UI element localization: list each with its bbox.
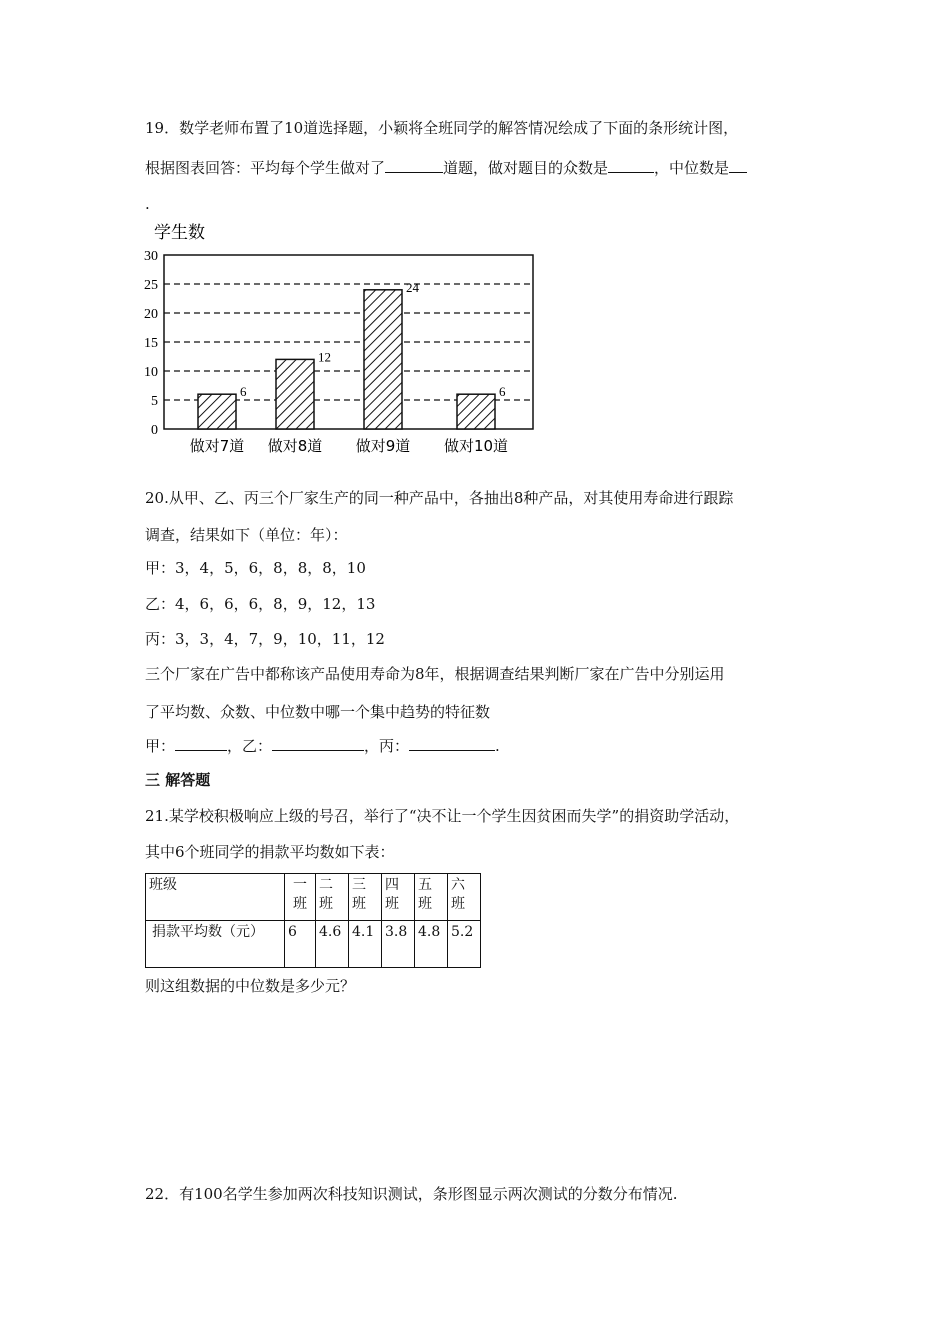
q19-blank-mode[interactable] [608,158,654,173]
bar-chart [140,218,550,463]
table-cell: 4.6 [316,921,349,968]
q20-blank-yi[interactable] [272,736,364,751]
table-header-row [146,874,481,921]
table-cell: 4.8 [415,921,448,968]
donation-table [145,873,481,968]
x-tick-label: 做对7道 [189,437,245,455]
table-cell: 三班 [349,874,382,921]
q21-line1: 21.某学校积极响应上级的号召，举行了“决不让一个学生因贫困而失学”的捐资助学活动， [145,807,740,825]
q20-blank-bing[interactable] [409,736,495,751]
q20-line2: 调查，结果如下（单位：年）： [145,526,348,544]
data-label: 12 [318,349,331,365]
data-label: 24 [406,279,419,295]
y-tick-label: 5 [151,394,158,409]
q20-ans-label-bing: ，丙： [364,737,410,755]
data-label: 6 [499,384,506,400]
table-cell: 6 [285,921,316,968]
q20-blank-jia[interactable] [175,736,227,751]
q19-blank-average[interactable] [385,158,443,173]
q19-blank-median[interactable] [729,158,747,173]
table-cell: 3.8 [382,921,415,968]
table-row [146,921,481,968]
q20-ans-label-jia: 甲： [145,737,176,755]
table-cell: 5.2 [448,921,481,968]
q19-text-a: 根据图表回答：平均每个学生做对了 [145,159,386,177]
q22-line1: 22．有100名学生参加两次科技知识测试，条形图显示两次测试的分数分布情况. [145,1185,678,1203]
q20-line6: 三个厂家在广告中都称该产品使用寿命为8年，根据调查结果判断厂家在广告中分别运用 [145,665,725,683]
q20-line1: 20.从甲、乙、丙三个厂家生产的同一种产品中，各抽出8种产品，对其使用寿命进行跟踪 [145,489,734,507]
table-cell: 五班 [415,874,448,921]
y-tick-label: 20 [144,307,158,322]
q20-line7: 了平均数、众数、中位数中哪一个集中趋势的特征数 [145,703,491,721]
y-tick-label: 15 [144,336,158,351]
data-label: 6 [240,384,247,400]
q20-ans-label-yi: ，乙： [227,737,273,755]
x-tick-label: 做对10道 [443,437,509,455]
q19-line3: . [145,195,150,213]
y-tick-label: 30 [144,249,158,264]
q20-data-yi: 乙：4，6，6，6，8，9，12，13 [145,595,376,613]
q20-ans-end: . [495,737,500,755]
q20-data-jia: 甲：3，4，5，6，8，8，8，10 [145,559,366,577]
table-cell: 二班 [316,874,349,921]
q20-data-bing: 丙：3，3，4，7，9，10，11，12 [145,630,385,648]
x-tick-label: 做对9道 [355,437,411,455]
bar [198,394,236,429]
table-cell: 4.1 [349,921,382,968]
q19-text-c: ，中位数是 [654,159,730,177]
chart-title: 学生数 [154,223,205,243]
table-cell: 班级 [146,874,285,921]
q19-text-b: 道题，做对题目的众数是 [443,159,609,177]
q20-answers [145,736,500,756]
bar [364,290,402,429]
table-cell: 六班 [448,874,481,921]
table-cell: 捐款平均数（元） [146,921,285,968]
y-tick-label: 25 [144,278,158,293]
q21-line2: 其中6个班同学的捐款平均数如下表： [145,843,395,861]
q21-question: 则这组数据的中位数是多少元？ [145,977,356,995]
table-cell: 一班 [285,874,316,921]
bar [457,394,495,429]
y-tick-label: 0 [151,423,158,438]
x-tick-label: 做对8道 [267,437,323,455]
bar [276,359,314,429]
y-tick-label: 10 [144,365,158,380]
section-title: 三 解答题 [145,771,211,789]
q19-line1: 19．数学老师布置了10道选择题，小颖将全班同学的解答情况绘成了下面的条形统计图， [145,119,739,137]
q19-line2 [145,158,747,178]
table-cell: 四班 [382,874,415,921]
